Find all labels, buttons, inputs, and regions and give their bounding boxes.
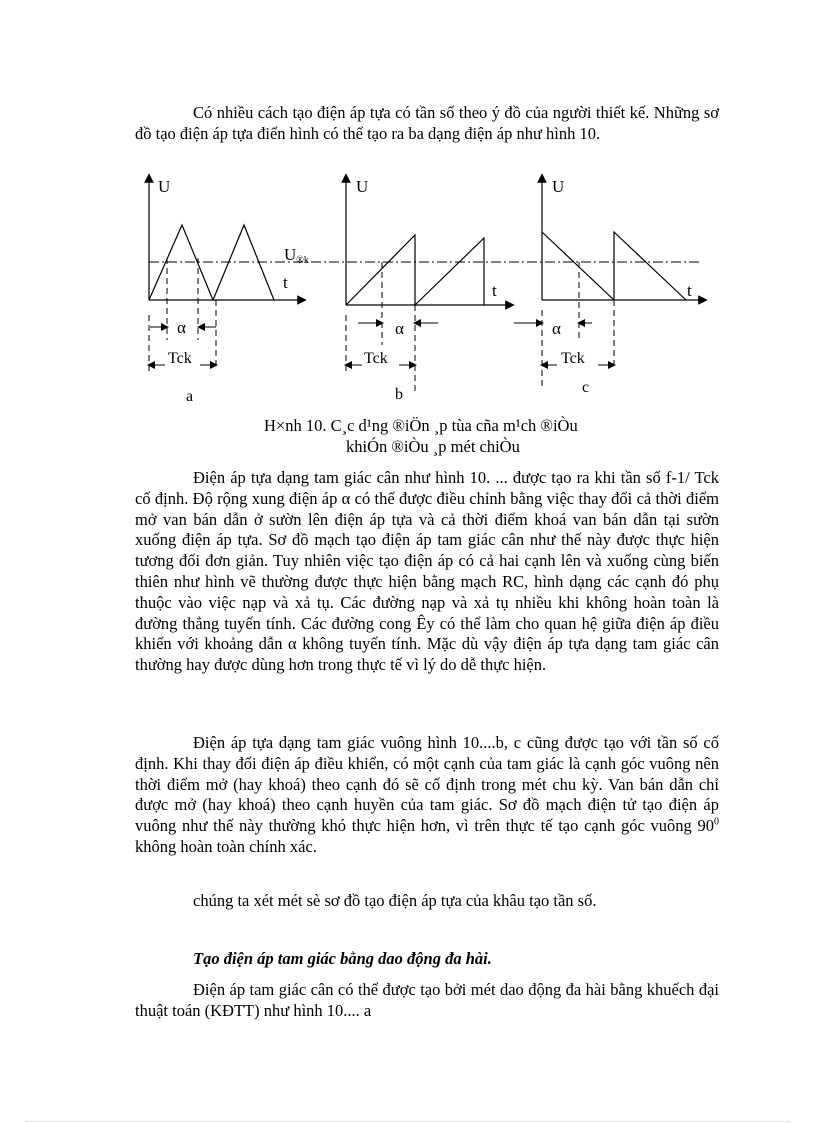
panel-label-a: a bbox=[186, 388, 194, 405]
panel-b bbox=[346, 177, 510, 403]
paragraph-multivibrator: Điện áp tam giác cân có thể được tạo bởi mét dao động đa hài bằng khuếch đại thuật toán (KĐTT) như hình 10.... a bbox=[135, 980, 719, 1020]
caption-line-1: H×nh 10. C¸c d¹ng ®iÖn ¸p tùa cña m¹ch ®iÒu bbox=[264, 416, 578, 435]
panel-c bbox=[514, 177, 703, 396]
sawtooth-wave-c bbox=[542, 232, 686, 300]
intro-text: Có nhiều cách tạo điện áp tựa có tần số theo ý đồ của người thiết kế. Những sơ đồ tạo điện áp tựa điển hình có thể tạo ra ba dạng điện áp như hình 10. bbox=[135, 103, 719, 143]
tck-label-c: Tck bbox=[561, 350, 585, 367]
alpha-label-a: α bbox=[177, 318, 186, 337]
paragraph-transition: chúng ta xét mét sè sơ đồ tạo điện áp tựa của khâu tạo tần số. bbox=[193, 891, 597, 910]
y-label-c: U bbox=[552, 177, 565, 196]
tck-label-b: Tck bbox=[364, 350, 388, 367]
tck-label-a: Tck bbox=[168, 350, 192, 367]
figure-caption bbox=[264, 416, 578, 458]
alpha-label-c: α bbox=[552, 319, 561, 338]
panel-label-b: b bbox=[395, 386, 403, 403]
control-voltage-label: U®k bbox=[284, 245, 309, 266]
t-label-c: t bbox=[687, 281, 692, 300]
t-label-b: t bbox=[492, 281, 497, 300]
y-label-b: U bbox=[356, 177, 369, 196]
alpha-label-b: α bbox=[395, 319, 404, 338]
panel-label-c: c bbox=[582, 379, 590, 396]
sawtooth-wave-b bbox=[346, 235, 484, 305]
figure-10 bbox=[120, 170, 720, 410]
intro-paragraph bbox=[135, 103, 719, 145]
paragraph-isosceles-triangle: Điện áp tựa dạng tam giác cân như hình 10. ... được tạo ra khi tần số f-1/ Tck cố định. Độ rộng xung điện áp α có thể được điều chỉnh bằng việc thay đổi cả thời điểm mở van bán dẫn ở sườn lên điện áp tựa và cả thời điểm khoá van bán dẫn tại sườn xuống điện áp tựa. Sơ đồ mạch tạo điện áp tam giác cân như thế này được thực hiện tương đối đơn giản. Tuy nhiên việc tạo điện áp có cả hai cạnh lên và xuống cùng biến thiên như hình vẽ thường được thực hiện bằng mạch RC, hình dạng các cạnh đó phụ thuộc vào việc nạp và xả tụ. Các đường nạp và xả tụ nhiều khi không hoàn toàn là đường thẳng tuyến tính. Các đường cong Êy có thể làm cho quan hệ giữa điện áp điều khiển với khoảng dẫn α không tuyến tính. Mặc dù vậy điện áp tựa dạng tam giác cân thường hay được dùng hơn trong thực tế vì lý do dễ thực hiện. bbox=[135, 468, 719, 675]
section-heading: Tạo điện áp tam giác bằng dao động đa hài. bbox=[193, 949, 492, 968]
panel-a bbox=[149, 177, 309, 405]
page-bottom-divider bbox=[26, 1121, 790, 1122]
paragraph-right-triangle: Điện áp tựa dạng tam giác vuông hình 10....b, c cũng được tạo với tần số cố định. Khi thay đổi điện áp điều khiển, có một cạnh của tam giác là cạnh góc vuông nên thời điểm mở (hay khoá) theo cạnh đó sẽ cố định trong mét chu kỳ. Van bán dẫn chỉ được mở (hay khoá) theo cạnh huyền của tam giác. Sơ đồ mạch điện tử tạo điện áp vuông như thế này thường khó thực hiện hơn, vì trên thực tế tạo cạnh góc vuông $90^0$ không hoàn toàn chính xác. bbox=[135, 733, 719, 856]
y-label-a: U bbox=[158, 177, 171, 196]
t-label-a: t bbox=[283, 273, 288, 292]
caption-line-2: khiÓn ®iÒu ¸p mét chiÒu bbox=[346, 436, 520, 456]
